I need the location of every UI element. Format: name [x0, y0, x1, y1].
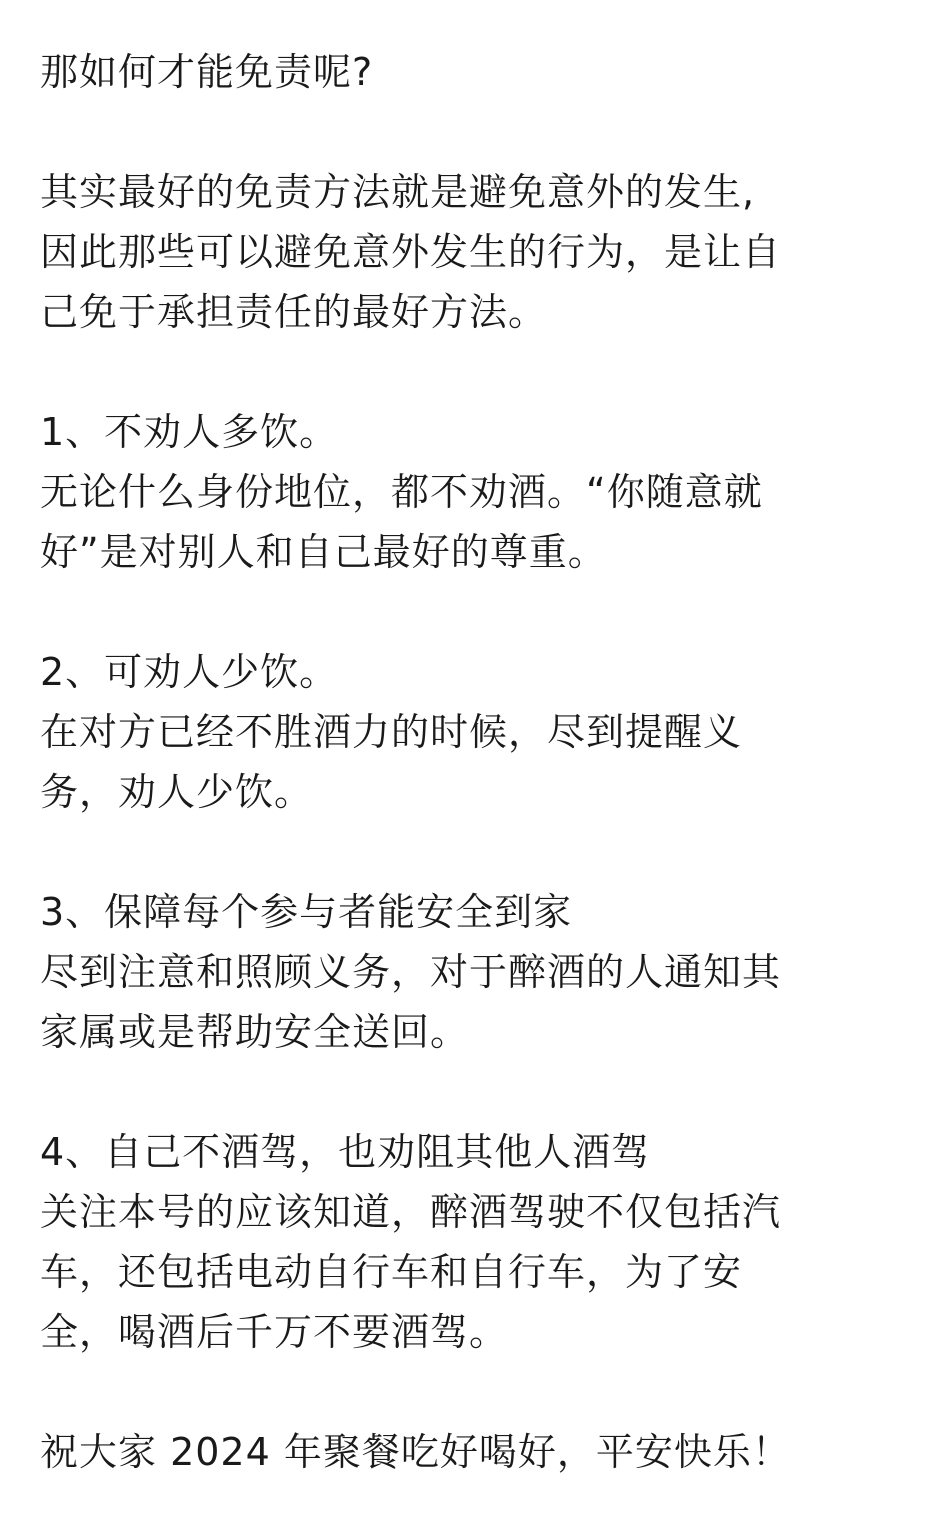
closing-line: 祝大家 2024 年聚餐吃好喝好，平安快乐！ [40, 1430, 791, 1474]
paragraph-gap [40, 1362, 920, 1422]
paragraph-gap [40, 582, 920, 642]
paragraph-gap [40, 102, 920, 162]
tip-body-line: 无论什么身份地位，都不劝酒。“你随意就 [40, 470, 763, 514]
tip-body-line: 务，劝人少饮。 [40, 770, 314, 814]
tip-heading: 1、不劝人多饮。 [40, 410, 339, 454]
tip-item-3 [40, 882, 920, 1062]
intro-line: 因此那些可以避免意外发生的行为，是让自 [40, 230, 782, 274]
paragraph-gap [40, 822, 920, 882]
tip-body-line: 车，还包括电动自行车和自行车，为了安 [40, 1250, 743, 1294]
tip-body-line: 全，喝酒后千万不要酒驾。 [40, 1310, 509, 1354]
tip-body-line: 家属或是帮助安全送回。 [40, 1010, 470, 1054]
paragraph-gap [40, 342, 920, 402]
paragraph-gap [40, 1062, 920, 1122]
tip-body-line: 在对方已经不胜酒力的时候，尽到提醒义 [40, 710, 743, 754]
tip-body-line: 好”是对别人和自己最好的尊重。 [40, 530, 607, 574]
tip-body-line: 关注本号的应该知道，醉酒驾驶不仅包括汽 [40, 1190, 782, 1234]
tip-item-1 [40, 402, 920, 582]
tip-item-2 [40, 642, 920, 822]
intro-line: 其实最好的免责方法就是避免意外的发生, [40, 170, 756, 214]
tip-heading: 2、可劝人少饮。 [40, 650, 339, 694]
tip-heading: 4、自己不酒驾，也劝阻其他人酒驾 [40, 1130, 651, 1174]
tip-heading: 3、保障每个参与者能安全到家 [40, 890, 573, 934]
question-line: 那如何才能免责呢? [40, 50, 374, 94]
article-text [40, 42, 920, 1482]
tip-body-line: 尽到注意和照顾义务，对于醉酒的人通知其 [40, 950, 782, 994]
intro-paragraph [40, 162, 920, 342]
intro-line: 己免于承担责任的最好方法。 [40, 290, 548, 334]
tip-item-4 [40, 1122, 920, 1362]
